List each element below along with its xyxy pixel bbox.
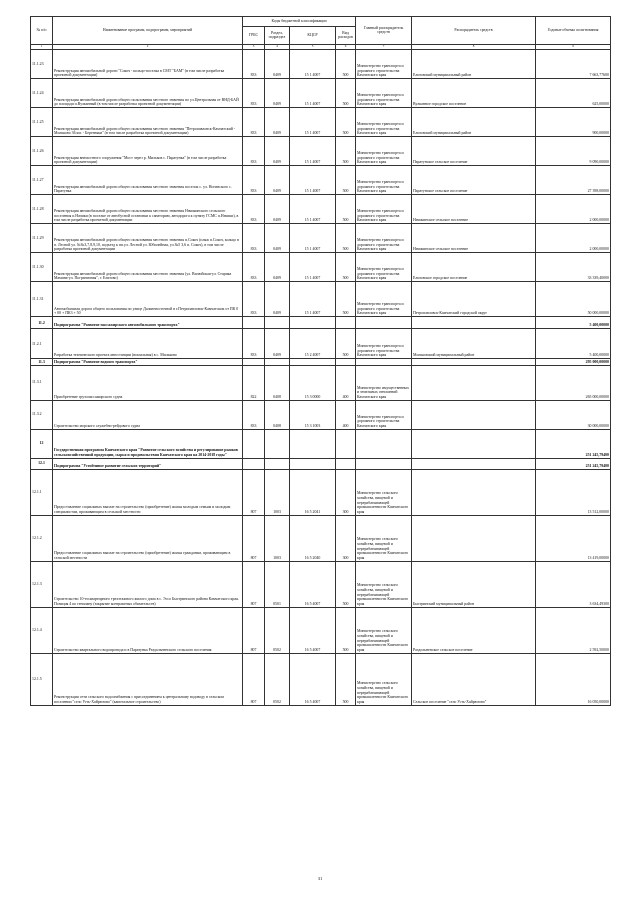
row-name: Реконструкция автомобильной дороги общего пользования местного значения "Петропавловск-Камчатский - Мильково 36 км. - Березняки" (в том числе разработка проектной документации): [53, 108, 243, 137]
budget-allocation-table: [30, 16, 611, 706]
row-amount: 9 090,00000: [536, 137, 611, 166]
header-name: Наименование программ, подпрограмм, мероприятий: [53, 17, 243, 45]
row-vid: 500: [336, 253, 356, 282]
row-name: Государственная программа Камчатского края "Развитие сельского хозяйства и регулирование рынков сельскохозяйственной продукции, сырья и продовольствия Камчатского края на 2014-2018 годы": [53, 429, 243, 458]
row-kcsr: 16 5 4007: [290, 607, 336, 653]
row-grbs: 833: [243, 400, 265, 429]
table-header-row-1: [31, 17, 611, 27]
row-main-manager: Министерство транспорта и дорожного строительства Камчатского края: [356, 253, 412, 282]
budget-table-sheet: [30, 16, 610, 706]
row-kcsr: 16 5 4007: [290, 653, 336, 705]
row-razdel: 0502: [265, 607, 290, 653]
column-number: 9: [536, 44, 611, 50]
row-grbs: 833: [243, 108, 265, 137]
row-grbs: 807: [243, 607, 265, 653]
row-kcsr: 15 1 4007: [290, 137, 336, 166]
row-kcsr: [290, 317, 336, 329]
row-vid: 500: [336, 653, 356, 705]
row-main-manager: Министерство транспорта и дорожного строительства Камчатского края: [356, 224, 412, 253]
row-recipient: Вулканное городское поселение: [412, 79, 536, 108]
header-amount: Годовые объемы ассигнования: [536, 17, 611, 45]
column-number: 6: [336, 44, 356, 50]
row-kcsr: 15 1 4007: [290, 166, 336, 195]
row-name: Подпрограмма "Развитие пассажирского автомобильного транспорта": [53, 317, 243, 329]
table-row: [31, 365, 611, 400]
row-amount: 3 634,49300: [536, 561, 611, 607]
row-main-manager: Министерство транспорта и дорожного строительства Камчатского края: [356, 166, 412, 195]
header-main-manager: Главный распорядитель средств: [356, 17, 412, 45]
row-amount: 5 400,00000: [536, 317, 611, 329]
row-kcsr: [290, 429, 336, 458]
row-amount: 27 398,00000: [536, 166, 611, 195]
row-main-manager: Министерство транспорта и дорожного строительства Камчатского края: [356, 282, 412, 317]
row-razdel: 0408: [265, 365, 290, 400]
subprogram-row: [31, 458, 611, 469]
row-vid: 500: [336, 108, 356, 137]
row-main-manager: Министерство транспорта и дорожного строительства Камчатского края: [356, 329, 412, 359]
row-kcsr: 15 1 4007: [290, 79, 336, 108]
row-grbs: 833: [243, 137, 265, 166]
table-row: [31, 561, 611, 607]
row-recipient: Елизовский муниципальный район: [412, 50, 536, 79]
row-vid: 500: [336, 166, 356, 195]
row-number: 11.1.23: [31, 50, 53, 79]
row-number: 11.2: [31, 317, 53, 329]
row-kcsr: 15 2 4007: [290, 329, 336, 359]
row-kcsr: 15 3 0000: [290, 365, 336, 400]
row-number: 11.1.30: [31, 253, 53, 282]
row-grbs: 833: [243, 50, 265, 79]
row-razdel: [265, 317, 290, 329]
row-vid: 300: [336, 469, 356, 515]
row-number: 11.1.27: [31, 166, 53, 195]
row-vid: 500: [336, 50, 356, 79]
row-amount: 625,00000: [536, 79, 611, 108]
row-razdel: 0409: [265, 137, 290, 166]
row-main-manager: Министерство транспорта и дорожного строительства Камчатского края: [356, 195, 412, 224]
row-grbs: 807: [243, 561, 265, 607]
row-name: Приобретение грузопассажирского судна: [53, 365, 243, 400]
row-vid: [336, 458, 356, 469]
row-razdel: 0409: [265, 50, 290, 79]
row-amount: 50 000,00000: [536, 282, 611, 317]
row-grbs: 833: [243, 282, 265, 317]
row-amount: 265 000,00000: [536, 365, 611, 400]
row-number: 11.1.24: [31, 79, 53, 108]
table-row: [31, 137, 611, 166]
row-name: Подпрограмма "Устойчивое развитие сельских территорий": [53, 458, 243, 469]
row-number: 12.1.5: [31, 653, 53, 705]
row-amount: 251 245,79400: [536, 458, 611, 469]
row-recipient: [412, 458, 536, 469]
row-number: 11.3: [31, 359, 53, 365]
row-recipient: [412, 515, 536, 561]
row-amount: 5 400,00000: [536, 329, 611, 359]
row-razdel: 0409: [265, 79, 290, 108]
row-vid: 500: [336, 282, 356, 317]
row-razdel: 1003: [265, 469, 290, 515]
row-razdel: 0409: [265, 253, 290, 282]
row-name: Реконструкция сети сельского водоснабжения с присоединением к центральному водоводу в сельском поселении "село Усть-Хайрюзово" (капитальное строительство): [53, 653, 243, 705]
row-main-manager: Министерство транспорта и дорожного строительства Камчатского края: [356, 137, 412, 166]
table-row: [31, 282, 611, 317]
table-row: [31, 253, 611, 282]
row-name: Подпрограмма "Развитие водного транспорта": [53, 359, 243, 365]
row-number: 11.1.29: [31, 224, 53, 253]
row-number: 11.3.2: [31, 400, 53, 429]
header-recipient: Распорядитель средств: [412, 17, 536, 45]
row-number: 12.1.2: [31, 515, 53, 561]
row-grbs: [243, 429, 265, 458]
table-row: [31, 166, 611, 195]
row-main-manager: Министерство транспорта и дорожного строительства Камчатского края: [356, 79, 412, 108]
row-recipient: Начикинское сельское поселение: [412, 195, 536, 224]
row-grbs: 833: [243, 79, 265, 108]
row-razdel: 0409: [265, 166, 290, 195]
row-vid: 400: [336, 400, 356, 429]
header-grbs: ГРБС: [243, 26, 265, 44]
row-main-manager: Министерство имущественных и земельных отношений Камчатского края: [356, 365, 412, 400]
row-main-manager: Министерство сельского хозяйства, пищевой и перерабатывающей промышленности Камчатского края: [356, 561, 412, 607]
row-grbs: 807: [243, 515, 265, 561]
row-razdel: [265, 458, 290, 469]
row-number: 12.1.1: [31, 469, 53, 515]
table-row: [31, 653, 611, 705]
row-number: 11.1.26: [31, 137, 53, 166]
row-name: Строительство морского служебно-рейдового судна: [53, 400, 243, 429]
row-recipient: [412, 429, 536, 458]
row-grbs: 833: [243, 253, 265, 282]
row-main-manager: Министерство транспорта и дорожного строительства Камчатского края: [356, 400, 412, 429]
row-number: 11.2.1: [31, 329, 53, 359]
table-row: [31, 79, 611, 108]
column-number: 2: [53, 44, 243, 50]
column-number: 8: [412, 44, 536, 50]
row-number: 11.1.28: [31, 195, 53, 224]
row-name: Реконструкция автомобильной дороги общего пользования местного значения Начикинского сельского поселения п.Начики (в поселке от автобусной остановки к санаторию, автодорога к пункту ГСМС п.Начики), в том числе разработка проектной документации: [53, 195, 243, 224]
row-main-manager: [356, 429, 412, 458]
row-main-manager: [356, 458, 412, 469]
table-row: [31, 515, 611, 561]
row-name: Реконструкция автомобильной дороги "Сокоч - кольцо-поселка в СМТ "БАМ" (в том числе разработка проектной документации): [53, 50, 243, 79]
column-number: 7: [356, 44, 412, 50]
row-recipient: Быстринский муниципальный район: [412, 561, 536, 607]
row-kcsr: 16 5 4007: [290, 561, 336, 607]
row-grbs: 833: [243, 329, 265, 359]
subprogram-row: [31, 317, 611, 329]
row-razdel: 1003: [265, 515, 290, 561]
row-vid: 500: [336, 195, 356, 224]
row-kcsr: 16 5 2040: [290, 515, 336, 561]
row-amount: 30 000,00000: [536, 400, 611, 429]
row-recipient: Раздольненское сельское поселение: [412, 607, 536, 653]
row-name: Разработка технического проекта автостанции (вокзальная) в с. Мильково: [53, 329, 243, 359]
row-vid: 500: [336, 79, 356, 108]
row-kcsr: 15 1 4007: [290, 50, 336, 79]
table-row: [31, 108, 611, 137]
row-recipient: Елизовское городское поселение: [412, 253, 536, 282]
row-main-manager: Министерство транспорта и дорожного строительства Камчатского края: [356, 50, 412, 79]
row-amount: 7 663,77600: [536, 50, 611, 79]
row-amount: 2 592,50000: [536, 607, 611, 653]
row-grbs: 807: [243, 653, 265, 705]
row-grbs: 833: [243, 166, 265, 195]
row-number: 12.1.3: [31, 561, 53, 607]
row-recipient: Сельское поселение "село Усть-Хайрюзово": [412, 653, 536, 705]
row-name: Реконструкция автомобильной дороги общего пользования местного значения по ул.Центральная от ВНД-БАЙ до площади п.Вулканный (в том числе разработка проектной документации): [53, 79, 243, 108]
row-kcsr: 15 1 4007: [290, 253, 336, 282]
row-recipient: Паратунское сельское поселение: [412, 166, 536, 195]
column-number: 5: [290, 44, 336, 50]
row-main-manager: Министерство сельского хозяйства, пищевой и перерабатывающей промышленности Камчатского края: [356, 515, 412, 561]
row-amount: 900,00000: [536, 108, 611, 137]
header-vid: Вид расходов: [336, 26, 356, 44]
row-amount: 251 245,79400: [536, 429, 611, 458]
row-kcsr: 15 1 4007: [290, 108, 336, 137]
row-number: 11.1.25: [31, 108, 53, 137]
row-vid: 500: [336, 561, 356, 607]
column-number: 1: [31, 44, 53, 50]
row-name: Реконструкция внемостного сооружения "Мост через р. Мильков с. Паратунка" (в том числе разработка проектной документации): [53, 137, 243, 166]
table-row: [31, 329, 611, 359]
row-kcsr: 16 5 2041: [290, 469, 336, 515]
row-amount: 13 512,00000: [536, 469, 611, 515]
row-amount: 295 000,00000: [536, 359, 611, 365]
row-recipient: [412, 469, 536, 515]
row-main-manager: Министерство транспорта и дорожного строительства Камчатского края: [356, 108, 412, 137]
row-vid: 500: [336, 607, 356, 653]
row-name: Реконструкция автомобильной дороги общего пользования местного значения (ул. Вилюйская-ул. Старика Мамина-ул. Пограничная", г. Елизово): [53, 253, 243, 282]
row-razdel: 0502: [265, 653, 290, 705]
row-vid: 500: [336, 329, 356, 359]
page-number: 31: [317, 876, 323, 881]
row-main-manager: Министерство сельского хозяйства, пищевой и перерабатывающей промышленности Камчатского края: [356, 607, 412, 653]
row-recipient: [412, 400, 536, 429]
row-grbs: 833: [243, 195, 265, 224]
subprogram-row: [31, 429, 611, 458]
row-number: 12.1.4: [31, 607, 53, 653]
row-grbs: 833: [243, 224, 265, 253]
table-row: [31, 50, 611, 79]
row-vid: [336, 429, 356, 458]
header-codes-group: Коды бюджетной классификации: [243, 17, 356, 27]
row-main-manager: Министерство сельского хозяйства, пищевой и перерабатывающей промышленности Камчатского края: [356, 653, 412, 705]
row-razdel: 0409: [265, 224, 290, 253]
row-recipient: Петропавловск-Камчатский городской округ: [412, 282, 536, 317]
row-number: 11.1.31: [31, 282, 53, 317]
row-razdel: [265, 429, 290, 458]
row-number: 12.1: [31, 458, 53, 469]
row-amount: 2 000,00000: [536, 224, 611, 253]
header-kcsr: КЦСР: [290, 26, 336, 44]
row-main-manager: [356, 317, 412, 329]
row-amount: 16 050,00000: [536, 653, 611, 705]
row-amount: 2 000,00000: [536, 195, 611, 224]
row-razdel: 0409: [265, 108, 290, 137]
table-row: [31, 400, 611, 429]
row-amount: 33 339,40000: [536, 253, 611, 282]
row-name: Реконструкция автомобильной дороги общего пользования местного значения поселок с. ул. Ногинского с. Паратунка: [53, 166, 243, 195]
row-main-manager: Министерство сельского хозяйства, пищевой и перерабатывающей промышленности Камчатского края: [356, 469, 412, 515]
table-body: [31, 50, 611, 705]
row-razdel: 0409: [265, 282, 290, 317]
header-razdel: Раздел, подраздел: [265, 26, 290, 44]
row-name: Предоставление социальных выплат на строительство (приобретение) жилья гражданам, проживающим в сельской местности: [53, 515, 243, 561]
row-number: 11.3.1: [31, 365, 53, 400]
header-num: № п/п: [31, 17, 53, 45]
row-recipient: Начикинское сельское поселение: [412, 224, 536, 253]
row-vid: [336, 317, 356, 329]
row-razdel: 0409: [265, 329, 290, 359]
column-number: 4: [265, 44, 290, 50]
row-grbs: 807: [243, 469, 265, 515]
row-name: Строительство 10-ти квартирного трехэтажного жилого дома в с. Эссо Быстринского района Камчатского края. Позиция 4 по генплану (закрытие контрактных обязательств): [53, 561, 243, 607]
row-vid: 300: [336, 515, 356, 561]
table-row: [31, 469, 611, 515]
table-row: [31, 607, 611, 653]
row-kcsr: 15 3 1003: [290, 400, 336, 429]
row-razdel: 0501: [265, 561, 290, 607]
column-number: 3: [243, 44, 265, 50]
row-name: Строительство квартального водопровода и в Паратунка Раздольненского сельского поселения: [53, 607, 243, 653]
row-grbs: [243, 317, 265, 329]
row-name: Автомобильная дорога общего пользования по улице Дальневосточной в г.Петропавловск-Камчатском от ПК 0 + 00 + ПК3 + 50: [53, 282, 243, 317]
row-vid: 500: [336, 137, 356, 166]
row-kcsr: 15 1 4007: [290, 282, 336, 317]
row-razdel: 0409: [265, 195, 290, 224]
row-amount: 13 419,00000: [536, 515, 611, 561]
row-vid: 500: [336, 224, 356, 253]
row-vid: 400: [336, 365, 356, 400]
row-recipient: Елизовский муниципальный район: [412, 108, 536, 137]
row-recipient: [412, 365, 536, 400]
row-grbs: 822: [243, 365, 265, 400]
row-name: Реконструкция автомобильной дороги общего пользования местного значения п.Сокоч (пляж п.Сокоч, кольцо в п. Лесной ул. №№3,7,8,9,10, подъезд к пп.ул. Лесной ул. Юбилейная, ул.№5 3,6 п. Сокоч), в том числе разработка проектной документации: [53, 224, 243, 253]
row-name: Предоставление социальных выплат на строительство (приобретение) жилья молодым семьям и молодым специалистам, проживающим в сельской местности: [53, 469, 243, 515]
row-kcsr: 15 1 4007: [290, 224, 336, 253]
row-razdel: 0408: [265, 400, 290, 429]
row-recipient: [412, 317, 536, 329]
row-grbs: [243, 458, 265, 469]
row-kcsr: 15 1 4007: [290, 195, 336, 224]
row-recipient: Паратунское сельское поселение: [412, 137, 536, 166]
row-recipient: Мильковский муниципальный район: [412, 329, 536, 359]
row-number: 12: [31, 429, 53, 458]
row-kcsr: [290, 458, 336, 469]
table-row: [31, 195, 611, 224]
table-row: [31, 224, 611, 253]
